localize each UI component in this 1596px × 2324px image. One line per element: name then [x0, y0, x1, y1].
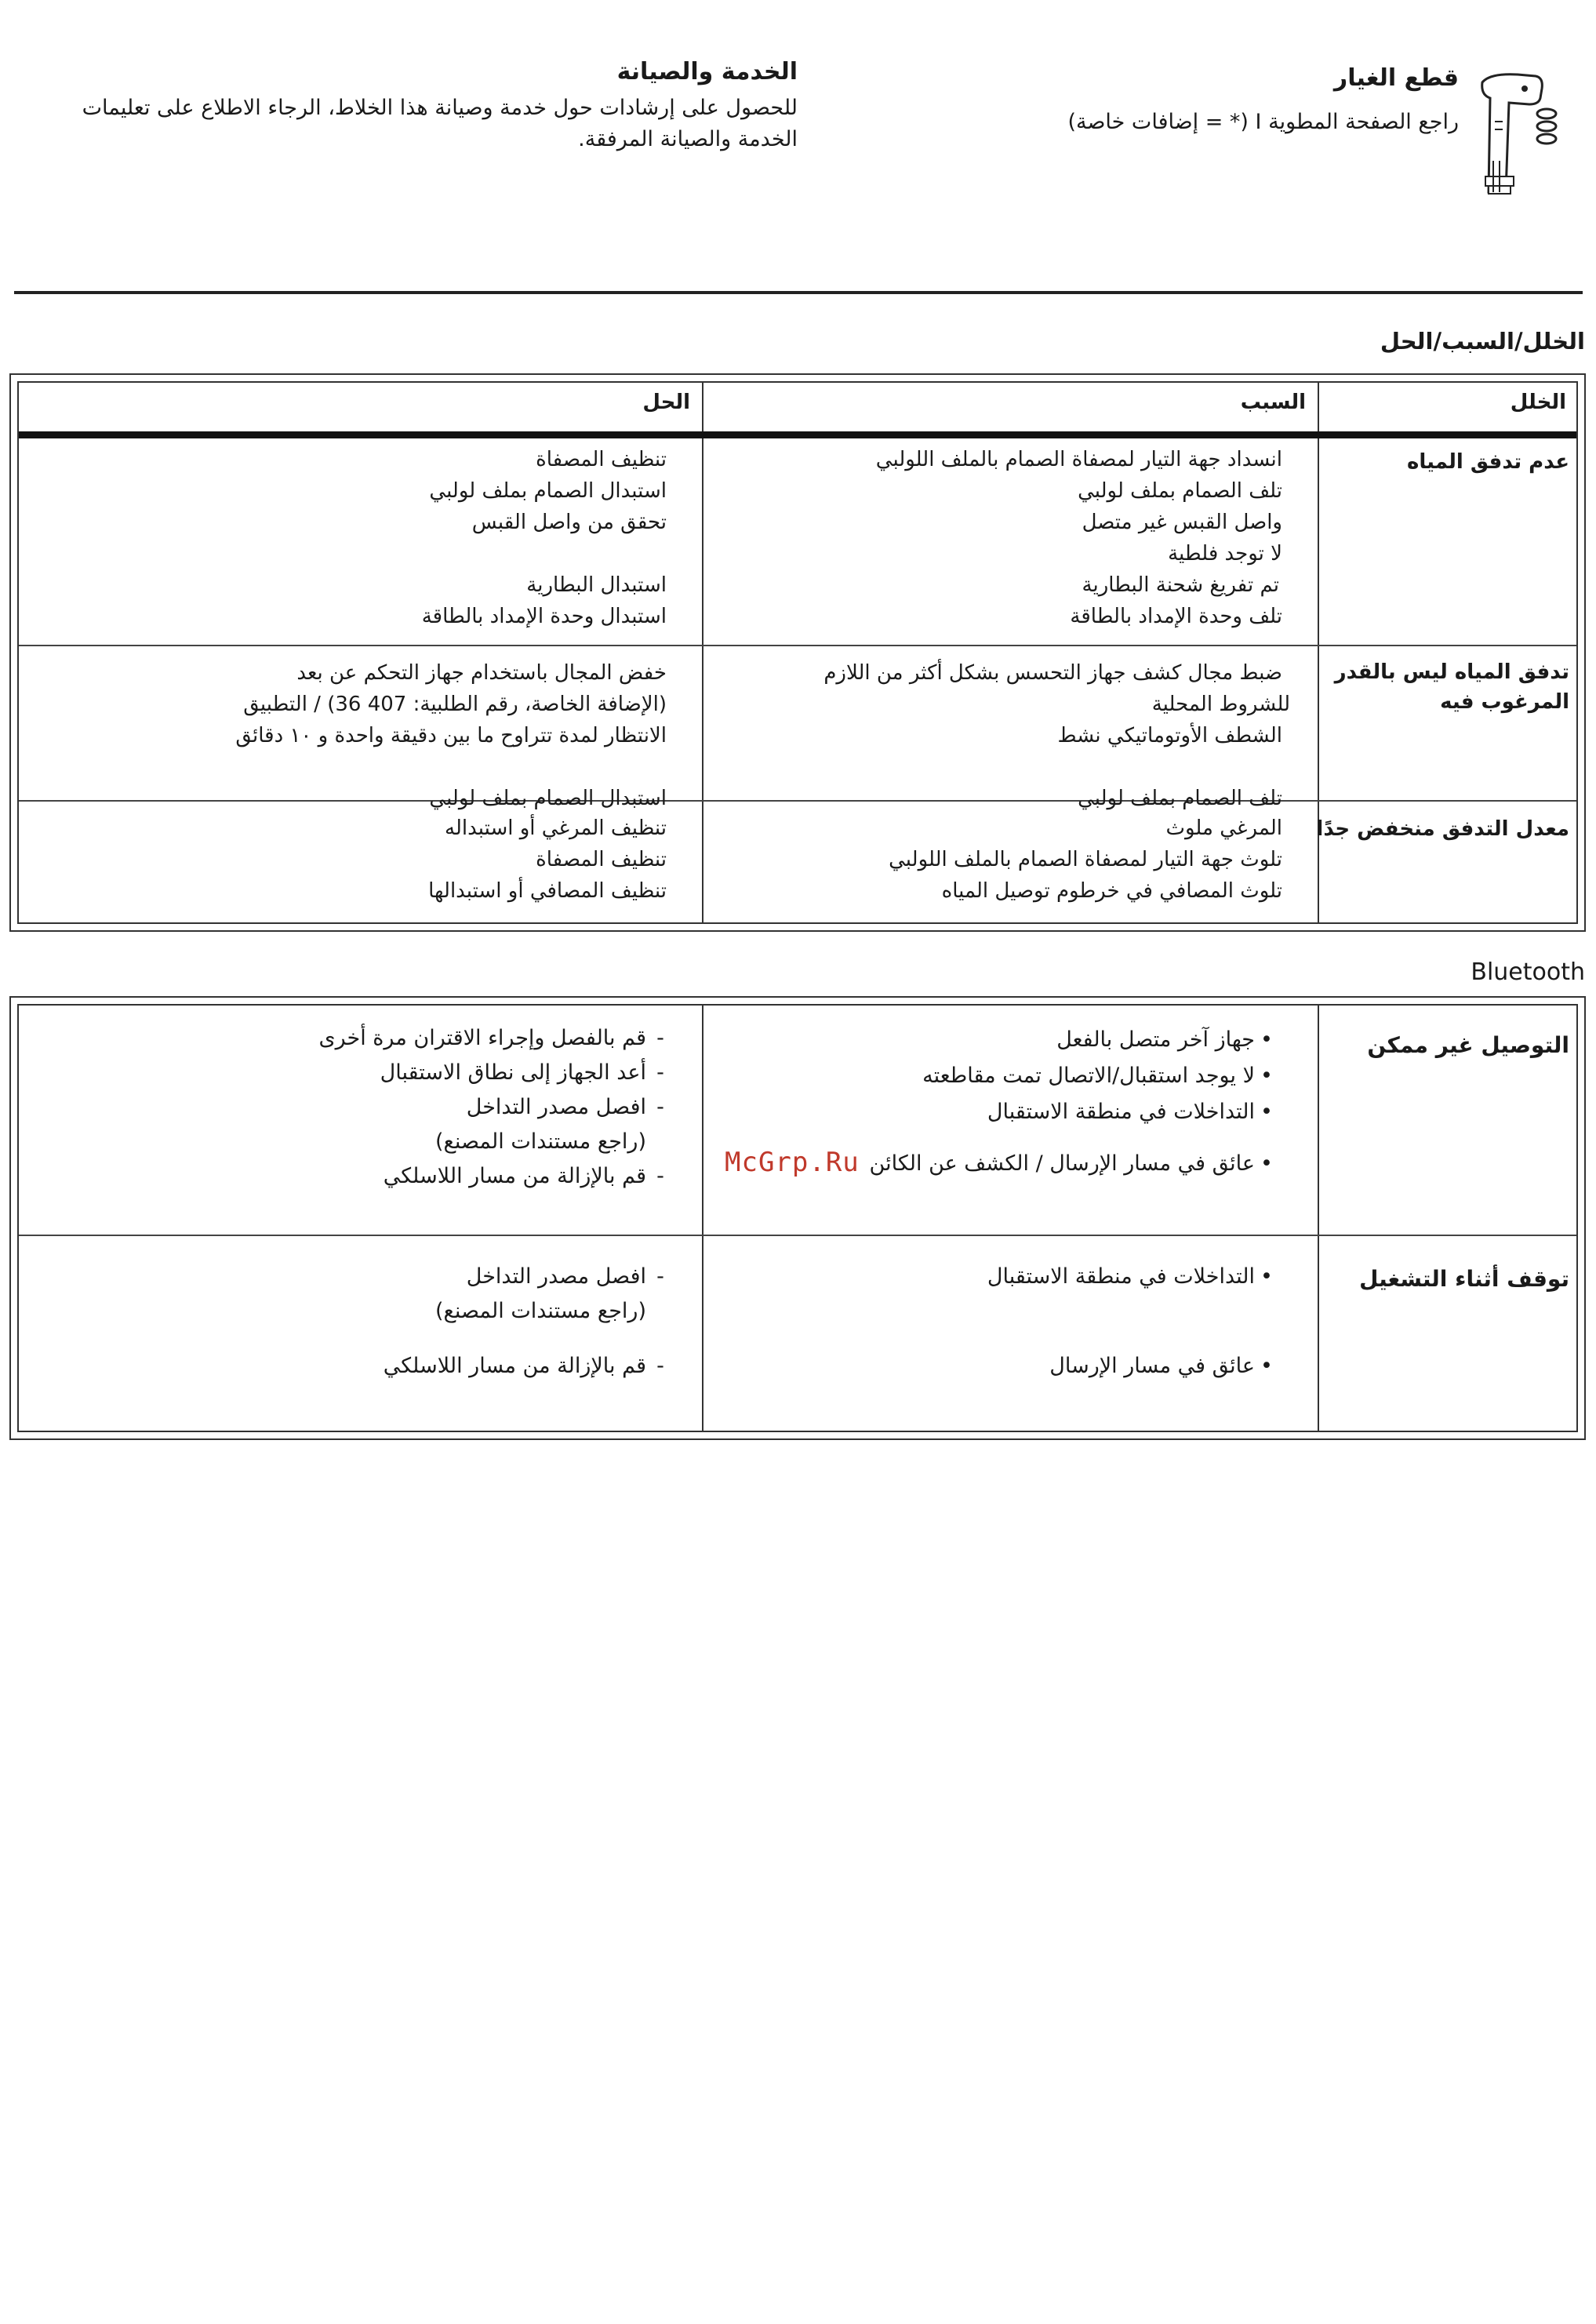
page-title: قطع الغيار — [1333, 64, 1459, 92]
service-text-line: الخدمة والصيانة المرفقة. — [578, 127, 798, 151]
bullet-icon: • — [1260, 1100, 1273, 1124]
dash-icon: - — [656, 1026, 664, 1050]
column-header-fault: الخلل — [1510, 391, 1566, 414]
dash-icon: - — [656, 1060, 664, 1085]
remedy-item: قم بالإزالة من مسار اللاسلكي — [383, 1354, 646, 1378]
remedy-item: استبدال البطارية — [526, 573, 667, 597]
remedy-list — [384, 1264, 674, 1388]
remedy-item: استبدال الصمام بملف لولبي — [429, 479, 667, 503]
remedy-item: استبدال الصمام بملف لولبي — [429, 787, 667, 810]
watermark: McGrp.Ru — [725, 1147, 860, 1178]
bullet-icon: • — [1260, 1151, 1273, 1176]
remedy-item: قم بالفصل وإجراء الاقتران مرة أخرى — [318, 1026, 646, 1050]
cause-item: جهاز آخر متصل بالفعل — [1056, 1027, 1255, 1052]
cause-item: تلوث المصافي في خرطوم توصيل المياه — [941, 879, 1282, 903]
service-text-line: للحصول على إرشادات حول خدمة وصيانة هذا الخلاط، الرجاء الاطلاع على تعليمات — [82, 96, 798, 120]
cause-item: تلف وحدة الإمداد بالطاقة — [1070, 605, 1282, 628]
dash-icon: - — [656, 1095, 664, 1119]
remedy-list — [318, 1026, 674, 1198]
remedy-item: (راجع مستندات المصنع) — [434, 1299, 646, 1323]
cause-item: المرغي ملوث — [1165, 816, 1282, 840]
remedy-item: خفض المجال باستخدام جهاز التحكم عن بعد — [296, 661, 667, 685]
fault-stops-during-operation: توقف أثناء التشغيل — [1359, 1266, 1569, 1292]
cause-item: تلف الصمام بملف لولبي — [1078, 787, 1282, 810]
section-title-bluetooth: Bluetooth — [1471, 958, 1585, 986]
remedy-item: تحقق من واصل القبس — [471, 511, 667, 534]
fault-connection-not-possible: التوصيل غير ممكن — [1367, 1032, 1569, 1058]
remedy-list — [422, 444, 667, 632]
remedy-item: تنظيف المصفاة — [536, 448, 667, 471]
section-title-troubleshooting: الخلل/السبب/الحل — [1380, 328, 1585, 355]
cause-item: لا يوجد استقبال/الاتصال تمت مقاطعته — [922, 1064, 1255, 1088]
dash-icon: - — [656, 1354, 664, 1378]
cause-item: للشروط المحلية — [1151, 693, 1290, 716]
service-title: الخدمة والصيانة — [616, 58, 798, 85]
page-subtitle: راجع الصفحة المطوية I (* = إضافات خاصة) — [1067, 110, 1459, 134]
remedy-item — [422, 538, 667, 569]
remedy-item: تنظيف المرغي أو استبداله — [445, 816, 667, 840]
cause-item: عائق في مسار الإرسال / الكشف عن الكائن — [869, 1151, 1255, 1176]
cause-item: ضبط مجال كشف جهاز التحسس بشكل أكثر من اللازم — [823, 661, 1282, 685]
remedy-item: استبدال وحدة الإمداد بالطاقة — [421, 605, 667, 628]
remedy-item: أعد الجهاز إلى نطاق الاستقبال — [380, 1060, 646, 1085]
cause-list — [987, 1264, 1278, 1390]
cause-item: التداخلات في منطقة الاستقبال — [987, 1100, 1255, 1124]
remedy-item — [235, 751, 667, 783]
cause-item: تلف الصمام بملف لولبي — [1078, 479, 1282, 503]
fault-no-water: عدم تدفق المياه — [1406, 450, 1569, 474]
remedy-list — [428, 813, 667, 907]
bullet-icon: • — [1260, 1027, 1273, 1052]
remedy-item: تنظيف المصافي أو استبدالها — [428, 879, 667, 903]
dash-icon: - — [656, 1264, 664, 1289]
cause-item: عائق في مسار الإرسال — [1049, 1354, 1255, 1378]
fault-line: المرغوب فيه — [1440, 690, 1569, 714]
column-header-remedy: الحل — [642, 391, 690, 414]
bullet-icon: • — [1260, 1064, 1273, 1088]
header-rule — [19, 431, 1576, 438]
cause-item: التداخلات في منطقة الاستقبال — [987, 1264, 1255, 1289]
cause-item: تم تفريغ شحنة البطارية — [1082, 573, 1279, 597]
bullet-icon: • — [1260, 1354, 1273, 1378]
remedy-item: الانتظار لمدة تتراوح ما بين دقيقة واحدة و ١٠ دقائق — [235, 724, 667, 747]
fault-low-flow: معدل التدفق منخفض جدًا — [1316, 817, 1569, 841]
cause-list — [889, 813, 1282, 907]
cause-item: تلوث جهة التيار لمصفاة الصمام بالملف اللولبي — [889, 848, 1282, 871]
cause-list — [870, 1027, 1278, 1187]
header-divider — [14, 291, 1583, 294]
cause-item: واصل القبس غير متصل — [1082, 511, 1282, 534]
remedy-item: (الإضافة الخاصة، رقم الطلبية: 407 36) / التطبيق — [243, 693, 667, 716]
cause-item: انسداد جهة التيار لمصفاة الصمام بالملف اللولبي — [875, 448, 1282, 471]
remedy-list — [235, 657, 667, 814]
dash-icon: - — [656, 1164, 664, 1188]
bullet-icon: • — [1260, 1264, 1273, 1289]
cause-item: الشطف الأوتوماتيكي نشط — [1057, 724, 1282, 747]
cause-item: لا توجد فلطية — [1168, 542, 1282, 566]
remedy-item: قم بالإزالة من مسار اللاسلكي — [383, 1164, 646, 1188]
remedy-item: (راجع مستندات المصنع) — [434, 1129, 646, 1154]
cause-item — [823, 751, 1290, 783]
remedy-item: تنظيف المصفاة — [536, 848, 667, 871]
remedy-item: افصل مصدر التداخل — [466, 1264, 646, 1289]
column-header-cause: السبب — [1240, 391, 1306, 414]
remedy-item: افصل مصدر التداخل — [466, 1095, 646, 1119]
faucet-icon — [1474, 67, 1565, 200]
cause-list — [823, 657, 1290, 814]
fault-line: تدفق المياه ليس بالقدر — [1334, 660, 1569, 684]
fault-water-flow-not-desired — [1335, 657, 1569, 717]
cause-list — [876, 444, 1282, 632]
